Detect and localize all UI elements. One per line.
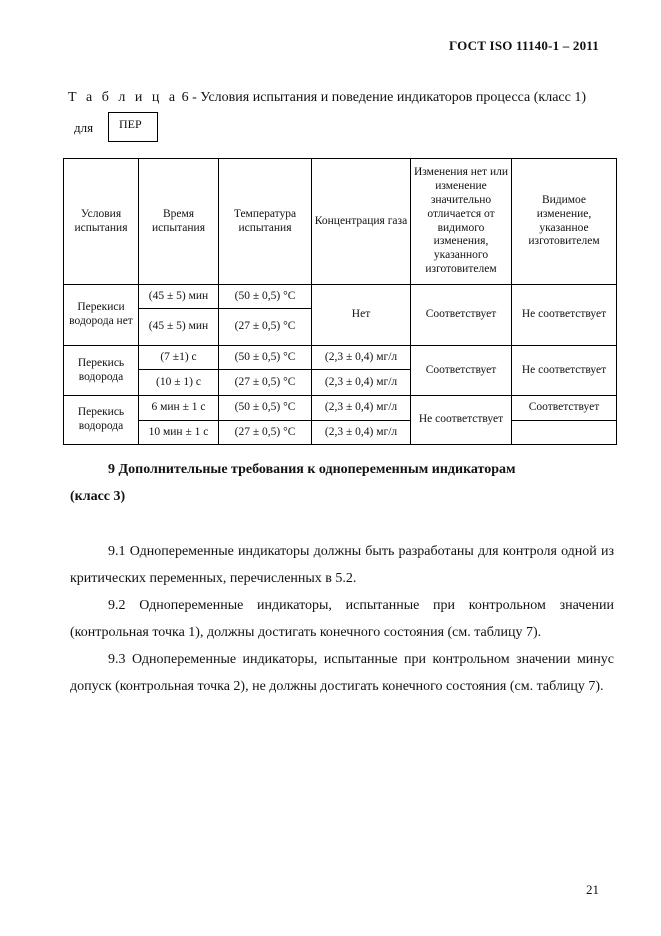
time-cell: (10 ± 1) с [139, 370, 219, 396]
paragraph: 9.2 Однопеременные индикаторы, испытанные при контрольном значении (контрольная точка 1), должны достигать конечного состояния (см. таблицу 7). [70, 598, 614, 640]
header-cell: Время испытания [139, 159, 219, 285]
no-change-cell: Соответствует [411, 346, 512, 396]
condition-cell: Перекиси водорода нет [64, 285, 139, 346]
conc-cell: (2,3 ± 0,4) мг/л [312, 370, 411, 396]
conc-cell: (2,3 ± 0,4) мг/л [312, 396, 411, 421]
table-caption [68, 90, 586, 106]
temp-cell: (27 ± 0,5) °С [219, 421, 312, 445]
header-cell: Видимое изменение, указанное изготовителем [512, 159, 617, 285]
paragraph: 9.1 Однопеременные индикаторы должны быть разработаны для контроля одной из критических переменных, перечисленных в 5.2. [70, 544, 614, 586]
document-header: ГОСТ ISO 11140-1 – 2011 [449, 38, 599, 53]
conc-cell: (2,3 ± 0,4) мг/л [312, 346, 411, 370]
time-cell: (7 ±1) с [139, 346, 219, 370]
condition-cell: Перекись водорода [64, 346, 139, 396]
temp-cell: (27 ± 0,5) °С [219, 309, 312, 346]
temp-cell: (27 ± 0,5) °С [219, 370, 312, 396]
temp-cell: (50 ± 0,5) °С [219, 396, 312, 421]
per-box: ПЕР [108, 112, 158, 142]
header-cell: Условия испытания [64, 159, 139, 285]
section-title: 9 Дополнительные требования к однопеременным индикаторам [108, 462, 516, 477]
header-cell: Изменения нет или изменение значительно отличается от видимого изменения, указанного изготовителем [411, 159, 512, 285]
paragraph: 9.3 Однопеременные индикаторы, испытанные при контрольном значении минус допуск (контрольная точка 2), не должны достигать конечного состояния (см. таблицу 7). [70, 652, 614, 694]
empty-cell [512, 421, 617, 445]
header-cell: Концентрация газа [312, 159, 411, 285]
no-change-cell: Соответствует [411, 285, 512, 346]
time-cell: (45 ± 5) мин [139, 285, 219, 309]
conc-cell: Нет [312, 285, 411, 346]
time-cell: (45 ± 5) мин [139, 309, 219, 346]
table-header-row [64, 159, 617, 285]
time-cell: 6 мин ± 1 с [139, 396, 219, 421]
table-row [64, 346, 617, 370]
visible-change-cell: Соответствует [512, 396, 617, 421]
temp-cell: (50 ± 0,5) °С [219, 346, 312, 370]
table-row [64, 285, 617, 309]
table-row [64, 396, 617, 421]
caption-number: 6 [181, 90, 189, 105]
temp-cell: (50 ± 0,5) °С [219, 285, 312, 309]
caption-for: для [74, 120, 94, 135]
section-title-cont: (класс 3) [70, 489, 126, 504]
conditions-table [63, 158, 617, 445]
caption-label: Т а б л и ц а [68, 90, 179, 105]
table-row [64, 421, 617, 445]
visible-change-cell: Не соответствует [512, 346, 617, 396]
time-cell: 10 мин ± 1 с [139, 421, 219, 445]
visible-change-cell: Не соответствует [512, 285, 617, 346]
condition-cell: Перекись водорода [64, 396, 139, 445]
caption-text: - Условия испытания и поведение индикаторов процесса (класс 1) [192, 90, 587, 105]
page-number: 21 [586, 882, 599, 897]
no-change-cell: Не соответствует [411, 396, 512, 445]
header-cell: Температура испытания [219, 159, 312, 285]
conc-cell: (2,3 ± 0,4) мг/л [312, 421, 411, 445]
